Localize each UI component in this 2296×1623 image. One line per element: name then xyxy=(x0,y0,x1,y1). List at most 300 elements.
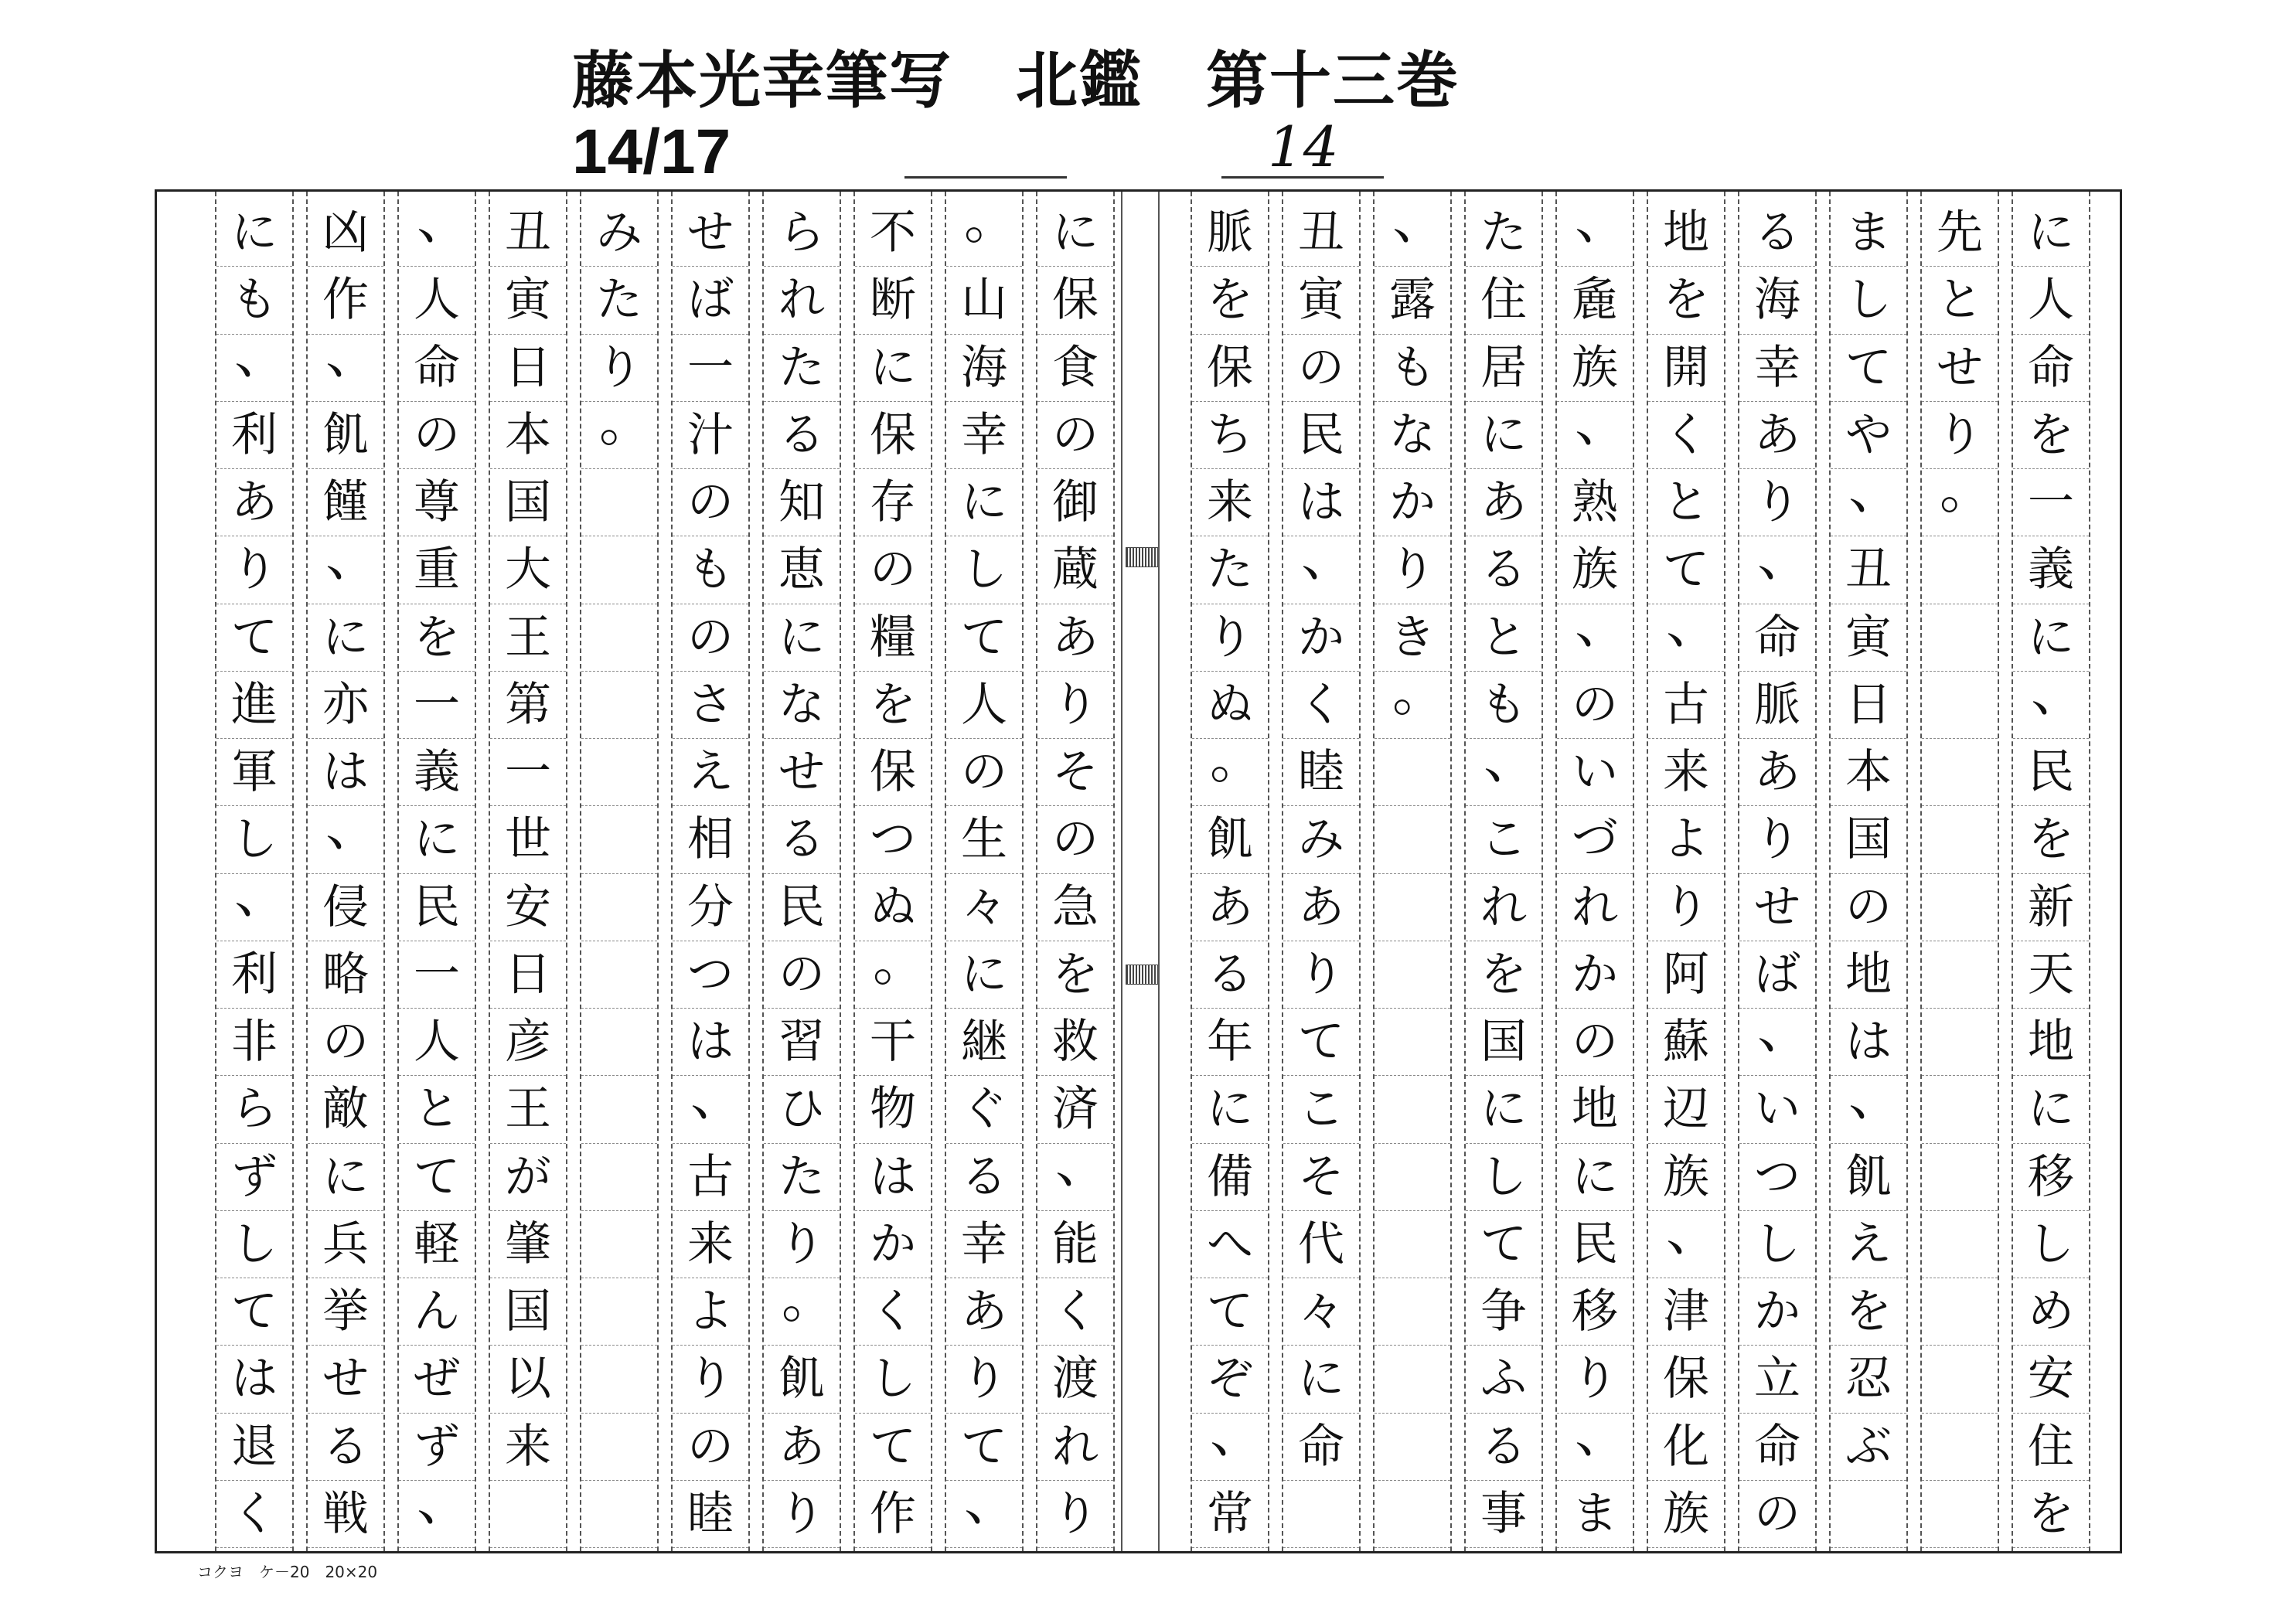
grid-cell xyxy=(216,672,292,739)
handwritten-character: り xyxy=(1663,880,1709,934)
handwritten-character: 国 xyxy=(1845,812,1892,867)
grid-cell xyxy=(399,1076,475,1143)
grid-cell xyxy=(1375,1076,1450,1143)
document-title: 藤本光幸筆写 北鑑 第十三巻 xyxy=(572,45,1460,117)
grid-cell xyxy=(308,525,383,604)
grid-cell xyxy=(1375,469,1450,536)
handwritten-character: 、 xyxy=(234,862,288,926)
grid-cell xyxy=(1283,806,1359,873)
grid-cell xyxy=(1648,1414,1724,1481)
grid-cell xyxy=(581,874,657,941)
handwritten-character: り xyxy=(687,1352,734,1407)
grid-cell xyxy=(1283,1346,1359,1413)
handwritten-character: 作 xyxy=(322,273,369,328)
grid-cell xyxy=(1557,1278,1633,1346)
handwritten-character: 分 xyxy=(687,880,734,934)
handwritten-character: り xyxy=(1052,677,1099,732)
grid-cell xyxy=(1922,806,1998,873)
grid-cell xyxy=(581,604,657,672)
grid-cell xyxy=(1037,604,1113,672)
handwritten-character: 、 xyxy=(1575,390,1629,454)
handwritten-character: 命 xyxy=(2028,340,2074,395)
handwritten-character: 保 xyxy=(1663,1352,1709,1407)
page-indicator: 14/17 xyxy=(572,117,731,187)
grid-cell xyxy=(1466,469,1541,536)
handwritten-character: い xyxy=(1572,745,1618,800)
handwritten-character: れ xyxy=(778,273,825,328)
grid-cell xyxy=(1466,1144,1541,1211)
handwritten-character: の xyxy=(870,543,916,597)
manuscript-column xyxy=(1282,192,1361,1551)
grid-cell xyxy=(1037,402,1113,469)
handwritten-character: し xyxy=(1754,1216,1800,1271)
handwritten-character: も xyxy=(1389,340,1436,395)
handwritten-character: 開 xyxy=(1663,340,1709,395)
handwritten-character: に xyxy=(1480,407,1527,462)
handwritten-character: の xyxy=(414,407,460,462)
handwritten-character: 年 xyxy=(1207,1015,1253,1070)
grid-cell xyxy=(1831,267,1906,334)
grid-cell xyxy=(490,874,566,941)
handwritten-character: は xyxy=(322,745,369,800)
grid-cell xyxy=(1192,1144,1268,1211)
handwritten-character: 非 xyxy=(231,1015,278,1070)
grid-cell xyxy=(1283,941,1359,1009)
grid-cell xyxy=(2013,941,2089,1009)
handwritten-character: 地 xyxy=(1845,947,1892,1002)
grid-cell xyxy=(490,469,566,536)
grid-cell xyxy=(1192,1481,1268,1548)
handwritten-character: 。 xyxy=(782,1266,836,1330)
handwritten-character: る xyxy=(1207,947,1253,1002)
handwritten-character: と xyxy=(1937,273,1983,328)
handwritten-character: 飢 xyxy=(322,407,369,462)
handwritten-character: り xyxy=(1207,610,1253,665)
handwritten-character: 麁 xyxy=(1572,273,1618,328)
grid-cell xyxy=(1831,1278,1906,1346)
grid-cell xyxy=(581,469,657,536)
handwritten-character: 睦 xyxy=(1298,745,1344,800)
handwritten-character: 。 xyxy=(873,929,927,993)
grid-cell xyxy=(673,739,748,806)
grid-cell xyxy=(1739,1414,1815,1481)
handwritten-character: ぐ xyxy=(961,1082,1007,1137)
grid-cell xyxy=(1557,267,1633,334)
grid-cell xyxy=(2013,659,2089,739)
grid-cell xyxy=(308,1009,383,1076)
grid-cell xyxy=(1192,726,1268,806)
handwritten-character: ぞ xyxy=(1207,1352,1253,1407)
grid-cell xyxy=(581,941,657,1009)
grid-cell xyxy=(1192,335,1268,402)
handwritten-character: 飢 xyxy=(1845,1149,1892,1204)
handwritten-character: に xyxy=(1572,1149,1618,1204)
grid-cell xyxy=(1283,267,1359,334)
grid-cell xyxy=(1739,1144,1815,1211)
handwritten-character: 来 xyxy=(505,1419,551,1474)
grid-cell xyxy=(490,1278,566,1346)
handwritten-character: 進 xyxy=(231,677,278,732)
handwritten-character: の xyxy=(1052,407,1099,462)
handwritten-character: た xyxy=(1480,206,1527,260)
handwritten-character: く xyxy=(231,1486,278,1541)
grid-cell xyxy=(1375,1211,1450,1278)
grid-cell xyxy=(1831,457,1906,536)
handwritten-character: 保 xyxy=(1052,273,1099,328)
handwritten-character: め xyxy=(2028,1284,2074,1339)
handwritten-character: し xyxy=(870,1352,916,1407)
grid-cell xyxy=(673,1064,748,1143)
manuscript-column xyxy=(671,192,750,1551)
grid-cell xyxy=(1648,739,1724,806)
grid-cell xyxy=(1922,1481,1998,1548)
handwritten-character: ぬ xyxy=(870,880,916,934)
grid-cell xyxy=(1192,199,1268,267)
grid-cell xyxy=(216,1144,292,1211)
handwritten-character: し xyxy=(1480,1149,1527,1204)
handwritten-character: し xyxy=(2028,1216,2074,1271)
grid-cell xyxy=(673,1278,748,1346)
handwritten-character: 、 xyxy=(1848,1064,1903,1128)
handwritten-character: 、 xyxy=(1757,996,1811,1060)
handwritten-character: 忍 xyxy=(1845,1352,1892,1407)
grid-cell xyxy=(2013,1278,2089,1346)
grid-cell xyxy=(946,874,1022,941)
grid-cell xyxy=(946,1144,1022,1211)
grid-cell xyxy=(308,199,383,267)
handwritten-character: 族 xyxy=(1572,340,1618,395)
manuscript-column xyxy=(853,192,932,1551)
handwritten-character: た xyxy=(778,340,825,395)
grid-cell xyxy=(1557,806,1633,873)
grid-cell xyxy=(308,1346,383,1413)
handwritten-character: て xyxy=(231,1284,278,1339)
grid-cell xyxy=(1375,1481,1450,1548)
handwritten-character: に xyxy=(414,812,460,867)
handwritten-character: と xyxy=(1663,475,1709,530)
manuscript-column xyxy=(580,192,659,1551)
handwritten-character: て xyxy=(1663,543,1709,597)
center-gutter xyxy=(1121,192,1160,1551)
grid-cell xyxy=(1466,1076,1541,1143)
grid-cell xyxy=(1648,267,1724,334)
handwritten-character: の xyxy=(778,947,825,1002)
grid-cell xyxy=(1557,469,1633,536)
grid-cell xyxy=(1831,739,1906,806)
grid-cell xyxy=(1739,1076,1815,1143)
grid-cell xyxy=(1375,739,1450,806)
grid-cell xyxy=(399,536,475,604)
handwritten-character: ず xyxy=(414,1419,460,1474)
grid-cell xyxy=(2013,1076,2089,1143)
grid-cell xyxy=(1739,335,1815,402)
handwritten-character: 脈 xyxy=(1207,206,1253,260)
handwritten-character: 人 xyxy=(961,677,1007,732)
grid-cell xyxy=(1648,1278,1724,1346)
grid-cell xyxy=(490,941,566,1009)
handwritten-character: 肇 xyxy=(505,1216,551,1271)
grid-cell xyxy=(946,402,1022,469)
handwritten-character: 脈 xyxy=(1754,677,1800,732)
handwritten-character: 、 xyxy=(234,322,288,386)
grid-cell xyxy=(1922,536,1998,604)
handwritten-character: 、 xyxy=(417,187,471,251)
grid-cell xyxy=(399,806,475,873)
grid-cell xyxy=(764,1266,840,1346)
grid-cell xyxy=(1831,536,1906,604)
handwritten-character: 立 xyxy=(1754,1352,1800,1407)
grid-cell xyxy=(490,1211,566,1278)
grid-cell xyxy=(1466,536,1541,604)
handwritten-character: 干 xyxy=(870,1015,916,1070)
handwritten-character: に xyxy=(231,206,278,260)
handwritten-character: 族 xyxy=(1572,543,1618,597)
grid-cell xyxy=(1375,1346,1450,1413)
handwritten-character: 存 xyxy=(870,475,916,530)
handwritten-character: 阿 xyxy=(1663,947,1709,1002)
handwritten-character: か xyxy=(870,1216,916,1271)
grid-cell xyxy=(1922,199,1998,267)
grid-cell xyxy=(1375,1414,1450,1481)
grid-cell xyxy=(308,1211,383,1278)
grid-cell xyxy=(490,267,566,334)
handwritten-character: 国 xyxy=(505,475,551,530)
handwritten-character: 命 xyxy=(1754,610,1800,665)
grid-cell xyxy=(2013,1211,2089,1278)
handwritten-character: 侵 xyxy=(322,880,369,934)
handwritten-character: せ xyxy=(687,206,734,260)
grid-cell xyxy=(581,1414,657,1481)
grid-cell xyxy=(1466,604,1541,672)
handwritten-character: の xyxy=(1572,1015,1618,1070)
handwritten-character: 族 xyxy=(1663,1486,1709,1541)
grid-cell xyxy=(1557,1481,1633,1548)
handwritten-character: 継 xyxy=(961,1015,1007,1070)
grid-cell xyxy=(1466,267,1541,334)
handwritten-character: 義 xyxy=(414,745,460,800)
grid-cell xyxy=(1037,739,1113,806)
handwritten-character: た xyxy=(778,1149,825,1204)
grid-cell xyxy=(1648,806,1724,873)
handwritten-character: 民 xyxy=(778,880,825,934)
grid-cell xyxy=(581,1144,657,1211)
grid-cell xyxy=(673,402,748,469)
manuscript-column xyxy=(1829,192,1908,1551)
handwritten-character: く xyxy=(1052,1284,1099,1339)
handwritten-character: り xyxy=(961,1352,1007,1407)
grid-cell xyxy=(308,794,383,873)
handwritten-character: り xyxy=(778,1216,825,1271)
grid-cell xyxy=(1831,672,1906,739)
grid-cell xyxy=(2013,335,2089,402)
handwritten-character: 民 xyxy=(2028,745,2074,800)
handwritten-character: せ xyxy=(322,1352,369,1407)
handwritten-character: 第 xyxy=(505,677,551,732)
grid-cell xyxy=(216,469,292,536)
handwritten-character: て xyxy=(961,1419,1007,1474)
grid-cell xyxy=(399,1278,475,1346)
grid-cell xyxy=(673,469,748,536)
handwritten-character: 幸 xyxy=(961,1216,1007,1271)
handwritten-character: 事 xyxy=(1480,1486,1527,1541)
handwritten-character: の xyxy=(1572,677,1618,732)
grid-cell xyxy=(216,402,292,469)
grid-cell xyxy=(855,1211,931,1278)
grid-cell xyxy=(764,874,840,941)
grid-cell xyxy=(216,1278,292,1346)
grid-cell xyxy=(1192,1401,1268,1481)
grid-cell xyxy=(764,1481,840,1548)
handwritten-character: ら xyxy=(778,206,825,260)
grid-cell xyxy=(764,941,840,1009)
handwritten-character: の xyxy=(1845,880,1892,934)
grid-cell xyxy=(1466,1346,1541,1413)
manuscript-column xyxy=(489,192,567,1551)
handwritten-character: せ xyxy=(778,745,825,800)
handwritten-character: 重 xyxy=(414,543,460,597)
grid-cell xyxy=(1283,402,1359,469)
grid-cell xyxy=(1037,1131,1113,1211)
handwritten-character: 大 xyxy=(505,543,551,597)
grid-cell xyxy=(946,1009,1022,1076)
grid-cell xyxy=(1557,739,1633,806)
grid-cell xyxy=(764,1414,840,1481)
handwritten-character: さ xyxy=(687,677,734,732)
handwritten-character: 海 xyxy=(961,340,1007,395)
grid-cell xyxy=(764,469,840,536)
handwritten-character: 代 xyxy=(1298,1216,1344,1271)
handwritten-character: 、 xyxy=(325,322,380,386)
grid-cell xyxy=(216,1211,292,1278)
grid-cell xyxy=(490,672,566,739)
grid-cell xyxy=(946,672,1022,739)
handwritten-character: 族 xyxy=(1663,1149,1709,1204)
grid-cell xyxy=(946,536,1022,604)
grid-cell xyxy=(673,604,748,672)
handwritten-character: 御 xyxy=(1052,475,1099,530)
grid-cell xyxy=(1648,874,1724,941)
handwritten-character: 住 xyxy=(1480,273,1527,328)
grid-cell xyxy=(1466,1009,1541,1076)
grid-cell xyxy=(1192,536,1268,604)
blank-underline xyxy=(904,176,1067,179)
handwritten-character: 、 xyxy=(1757,525,1811,589)
handwritten-character: 食 xyxy=(1052,340,1099,395)
handwritten-character: 生 xyxy=(961,812,1007,867)
handwritten-character: を xyxy=(1845,1284,1892,1339)
grid-cell xyxy=(1466,1211,1541,1278)
grid-cell xyxy=(399,267,475,334)
grid-cell xyxy=(764,335,840,402)
handwritten-character: 一 xyxy=(687,340,734,395)
handwritten-character: て xyxy=(961,610,1007,665)
grid-cell xyxy=(308,1481,383,1548)
handwritten-character: 本 xyxy=(1845,745,1892,800)
grid-cell xyxy=(1192,402,1268,469)
grid-cell xyxy=(581,1076,657,1143)
grid-cell xyxy=(399,1468,475,1548)
grid-cell xyxy=(399,1009,475,1076)
handwritten-character: づ xyxy=(1572,812,1618,867)
handwritten-character: 日 xyxy=(505,947,551,1002)
handwritten-character: 以 xyxy=(505,1352,551,1407)
handwritten-character: せ xyxy=(1937,340,1983,395)
handwritten-character: た xyxy=(1207,543,1253,597)
grid-cell xyxy=(2013,536,2089,604)
grid-cell xyxy=(673,1414,748,1481)
handwritten-character: 飢 xyxy=(778,1352,825,1407)
handwritten-character: な xyxy=(1389,407,1436,462)
handwritten-character: 保 xyxy=(870,407,916,462)
grid-cell xyxy=(216,1414,292,1481)
handwritten-character: 津 xyxy=(1663,1284,1709,1339)
grid-cell xyxy=(1831,1481,1906,1548)
handwritten-character: 急 xyxy=(1052,880,1099,934)
grid-cell xyxy=(216,1076,292,1143)
grid-cell xyxy=(1648,941,1724,1009)
grid-cell xyxy=(673,335,748,402)
handwritten-character: 国 xyxy=(505,1284,551,1339)
grid-cell xyxy=(764,199,840,267)
handwritten-character: ず xyxy=(231,1149,278,1204)
handwritten-character: つ xyxy=(870,812,916,867)
handwritten-character: え xyxy=(1845,1216,1892,1271)
handwritten-character: 天 xyxy=(2028,947,2074,1002)
handwritten-character: り xyxy=(1754,475,1800,530)
grid-cell xyxy=(1466,726,1541,806)
grid-cell xyxy=(946,1211,1022,1278)
grid-cell xyxy=(1648,1076,1724,1143)
blank-underline xyxy=(1221,176,1384,179)
handwritten-character: に xyxy=(2028,206,2074,260)
grid-cell xyxy=(1831,1064,1906,1143)
grid-cell xyxy=(1831,1211,1906,1278)
handwritten-character: 命 xyxy=(1754,1419,1800,1474)
handwritten-page-number: 14 xyxy=(1268,114,1339,179)
grid-cell xyxy=(581,267,657,334)
grid-cell xyxy=(308,1278,383,1346)
handwritten-character: 軽 xyxy=(414,1216,460,1271)
grid-cell xyxy=(581,1481,657,1548)
handwritten-character: 命 xyxy=(1298,1419,1344,1474)
grid-cell xyxy=(1375,1009,1450,1076)
grid-cell xyxy=(1922,1211,1998,1278)
handwritten-character: 糧 xyxy=(870,610,916,665)
grid-cell xyxy=(1037,1211,1113,1278)
grid-cell xyxy=(1283,874,1359,941)
grid-cell xyxy=(399,604,475,672)
handwritten-character: 民 xyxy=(1572,1216,1618,1271)
handwritten-character: 戦 xyxy=(322,1486,369,1541)
handwritten-character: ち xyxy=(1207,407,1253,462)
grid-cell xyxy=(1283,1144,1359,1211)
handwritten-character: 住 xyxy=(2028,1419,2074,1474)
handwritten-character: を xyxy=(1207,273,1253,328)
grid-cell xyxy=(855,806,931,873)
handwritten-character: 民 xyxy=(414,880,460,934)
grid-cell xyxy=(399,469,475,536)
handwritten-character: た xyxy=(596,273,642,328)
grid-cell xyxy=(673,672,748,739)
handwritten-character: 王 xyxy=(505,1082,551,1137)
handwritten-character: 知 xyxy=(778,475,825,530)
grid-cell xyxy=(946,1076,1022,1143)
grid-cell xyxy=(1739,199,1815,267)
grid-cell xyxy=(1831,604,1906,672)
grid-cell xyxy=(673,1144,748,1211)
handwritten-character: あ xyxy=(1480,475,1527,530)
grid-cell xyxy=(1283,1278,1359,1346)
